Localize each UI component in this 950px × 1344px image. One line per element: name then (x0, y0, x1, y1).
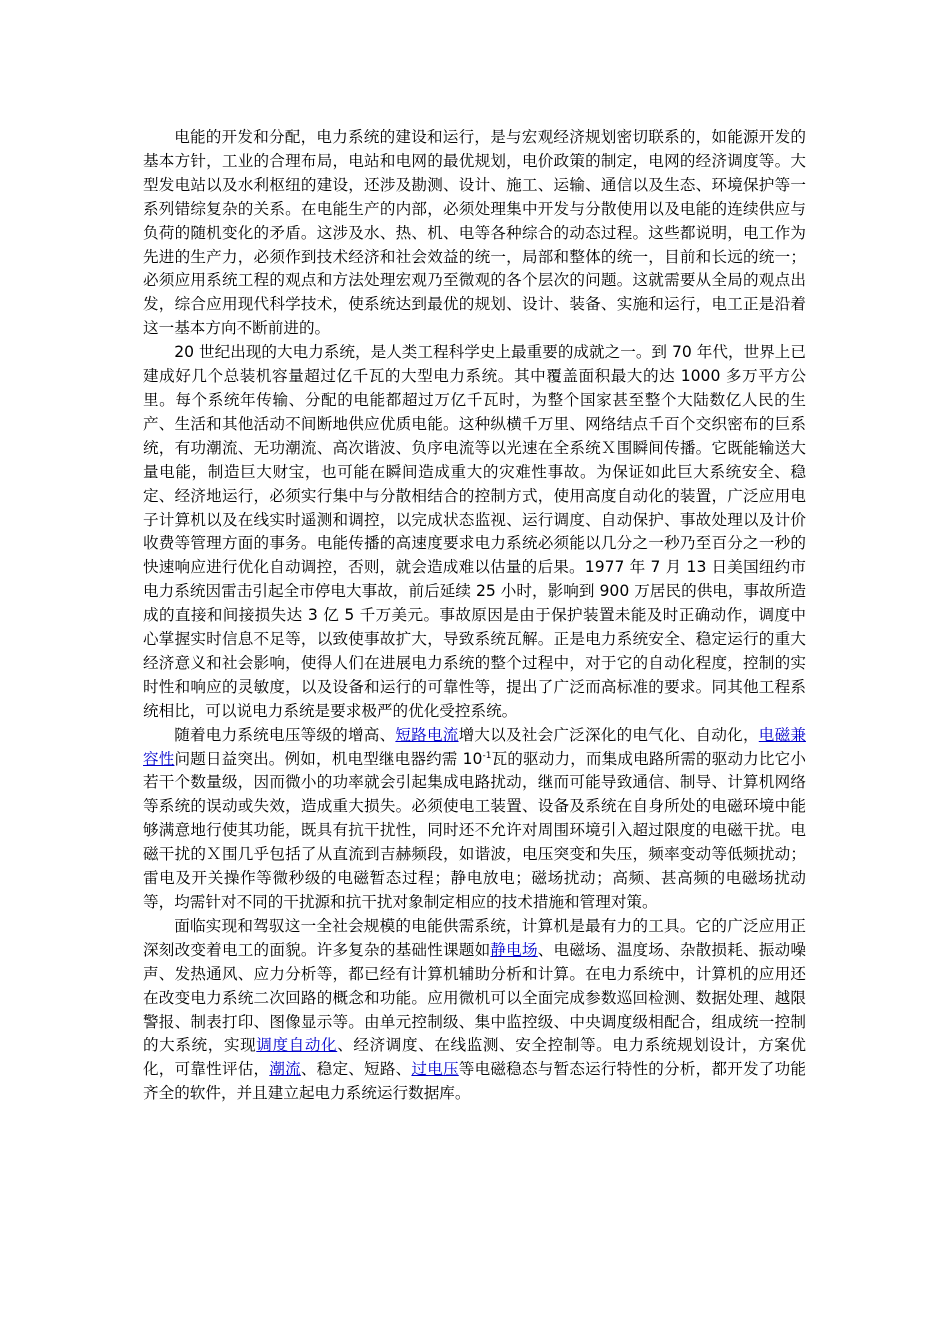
paragraph-1: 电能的开发和分配，电力系统的建设和运行，是与宏观经济规划密切联系的，如能源开发的基本方针，工业的合理布局，电站和电网的最优规划，电价政策的制定，电网的经济调度等。大型发电站以及水利枢纽的建设，还涉及勘测、设计、施工、运输、通信以及生态、环境保护等一系列错综复杂的关系。在电能生产的内部，必须处理集中开发与分散使用以及电能的连续供应与负荷的随机变化的矛盾。这涉及水、热、机、电等各种综合的动态过程。这些都说明，电工作为先进的生产力，必须作到技术经济和社会效益的统一，局部和整体的统一，目前和长远的统一；必须应用系统工程的观点和方法处理宏观乃至微观的各个层次的问题。这就需要从全局的观点出发，综合应用现代科学技术，使系统达到最优的规划、设计、装备、实施和运行，电工正是沿着这一基本方向不断前进的。 (143, 128, 806, 338)
paragraph-3-text-1: 随着电力系统电压等级的增高、 (174, 725, 396, 744)
link-electromagnetic-compatibility[interactable]: 电磁兼容性 (143, 725, 806, 768)
paragraph-3-text-4: 瓦的驱动力，而集成电路所需的驱动力比它小若干个数量级，因而微小的功率就会引起集成电路扰动，继而可能导致通信、制导、计算机网络等系统的误动或失效，造成重大损失。必须使电工装置、设备及系统在自身所处的电磁环境中能够满意地行使其功能，既具有抗干扰性，同时还不允许对周围环境引入超过限度的电磁干扰。电磁干扰的Ｘ围几乎包括了从直流到吉赫频段，如谐波，电压突变和失压，频率变动等低频扰动；雷电及开关操作等微秒级的电磁暂态过程；静电放电；磁场扰动；高频、甚高频的电磁场扰动等，均需针对不同的干扰源和抗干扰对象制定相应的技术措施和管理对策。 (143, 749, 806, 911)
paragraph-4-text-4: 、稳定、短路、 (300, 1060, 412, 1079)
link-dispatch-automation[interactable]: 调度自动化 (256, 1036, 338, 1055)
link-electrostatic-field[interactable]: 静电场 (490, 940, 538, 959)
paragraph-4-text-1: 面临实现和驾驭这一全社会规模的电能供需系统，计算机是最有力的工具。它的广泛应用正深刻改变着电工的面貌。许多复杂的基础性课题如 (143, 916, 806, 959)
link-short-circuit-current[interactable]: 短路电流 (395, 725, 459, 744)
paragraph-3 (143, 724, 806, 915)
paragraph-4-text-5: 等电磁稳态与暂态运行特性的分析，都开发了功能齐全的软件，并且建立起电力系统运行数据库。 (143, 1060, 806, 1103)
link-overvoltage[interactable]: 过电压 (411, 1060, 459, 1079)
paragraph-4-text-3: 、经济调度、在线监测、安全控制等。电力系统规划设计，方案优化，可靠性评估， (143, 1036, 806, 1079)
paragraph-4-text-2: 、电磁场、温度场、杂散损耗、振动噪声、发热通风、应力分析等，都已经有计算机辅助分析和计算。在电力系统中，计算机的应用还在改变电力系统二次回路的概念和功能。应用微机可以全面完成参数巡回检测、数据处理、越限警报、制表打印、图像显示等。由单元控制级、集中监控级、中央调度级相配合，组成统一控制的大系统，实现 (143, 940, 806, 1055)
paragraph-3-text-3: 问题日益突出。例如，机电型继电器约需 10 (174, 749, 483, 768)
document-body (143, 126, 806, 1106)
paragraph-2: 20 世纪出现的大电力系统，是人类工程科学史上最重要的成就之一。到 70 年代，世界上已建成好几个总装机容量超过亿千瓦的大型电力系统。其中覆盖面积最大的达 1000 多万平方公里。每个系统年传输、分配的电能都超过万亿千瓦时，为整个国家甚至整个大陆数亿人民的生产、生活和其他活动不间断地供应优质电能。这种纵横千万里、网络结点千百个交织密布的巨系统，有功潮流、无功潮流、高次谐波、负序电流等以光速在全系统Ｘ围瞬间传播。它既能输送大量电能，制造巨大财宝，也可能在瞬间造成重大的灾难性事故。为保证如此巨大系统安全、稳定、经济地运行，必须实行集中与分散相结合的控制方式，使用高度自动化的装置，广泛应用电子计算机以及在线实时遥测和调控，以完成状态监视、运行调度、自动保护、事故处理以及计价收费等管理方面的事务。电能传播的高速度要求电力系统必须能以几分之一秒乃至百分之一秒的快速响应进行优化自动调控，否则，就会造成难以估量的后果。1977 年 7 月 13 日美国纽约市电力系统因雷击引起全市停电大事故，前后延续 25 小时，影响到 900 万居民的供电，事故所造成的直接和间接损失达 3 亿 5 千万美元。事故原因是由于保护装置未能及时正确动作，调度中心掌握实时信息不足等，以致使事故扩大，导致系统瓦解。正是电力系统安全、稳定运行的重大经济意义和社会影响，使得人们在进展电力系统的整个过程中，对于它的自动化程度，控制的实时性和响应的灵敏度，以及设备和运行的可靠性等，提出了广泛而高标准的要求。同其他工程系统相比，可以说电力系统是要求极严的优化受控系统。 (143, 343, 806, 720)
paragraph-3-text-2: 增大以及社会广泛深化的电气化、自动化， (458, 725, 759, 744)
exponent: -1 (482, 750, 492, 761)
link-power-flow[interactable]: 潮流 (269, 1060, 301, 1079)
paragraph-4 (143, 915, 806, 1106)
